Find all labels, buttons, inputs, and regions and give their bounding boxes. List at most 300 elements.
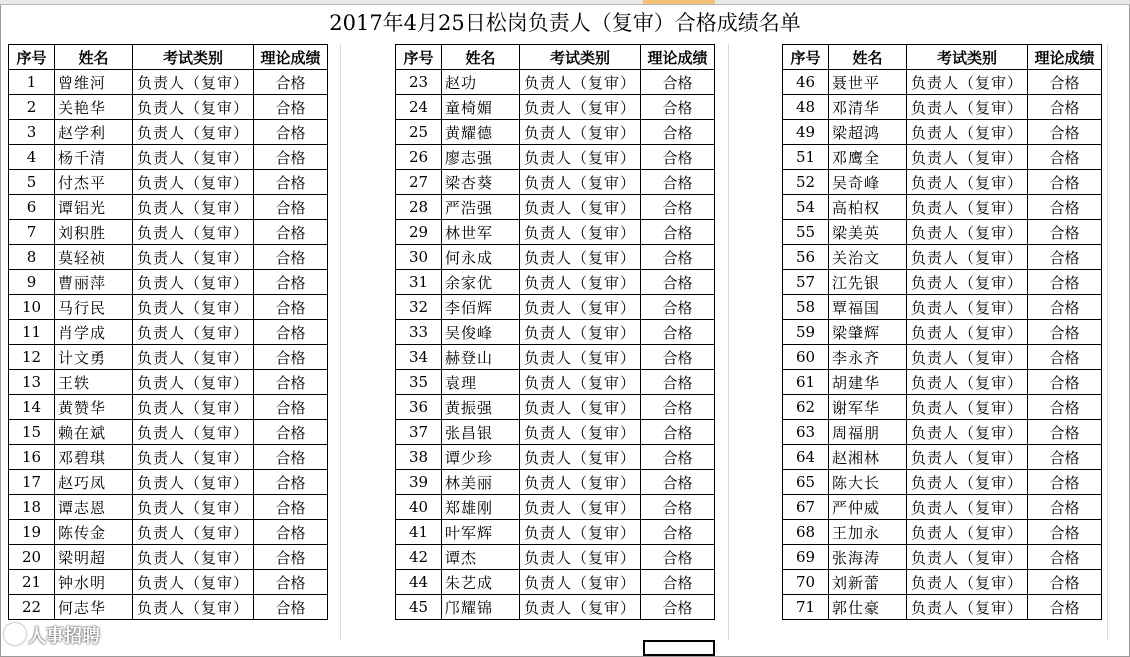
cell-seq[interactable]: 40 (396, 495, 442, 520)
cell-seq[interactable]: 70 (783, 570, 829, 595)
cell-seq[interactable]: 19 (9, 520, 55, 545)
cell-seq[interactable]: 30 (396, 245, 442, 270)
cell-category[interactable]: 负责人（复审） (520, 395, 641, 420)
cell-category[interactable]: 负责人（复审） (907, 245, 1028, 270)
cell-seq[interactable]: 48 (783, 95, 829, 120)
cell-category[interactable]: 负责人（复审） (907, 495, 1028, 520)
selected-column-header[interactable] (643, 0, 715, 4)
cell-category[interactable]: 负责人（复审） (133, 520, 254, 545)
cell-category[interactable]: 负责人（复审） (520, 445, 641, 470)
cell-result[interactable]: 合格 (254, 395, 328, 420)
table-row (396, 345, 715, 370)
cell-name[interactable]: 梁超鸿 (829, 120, 907, 145)
cell-result[interactable]: 合格 (254, 595, 328, 620)
cell-name[interactable]: 赵巧凤 (55, 470, 133, 495)
cell-result[interactable]: 合格 (1028, 370, 1102, 395)
cell-name[interactable]: 何志华 (55, 595, 133, 620)
cell-seq[interactable]: 20 (9, 545, 55, 570)
cell-seq[interactable]: 22 (9, 595, 55, 620)
table-row (396, 545, 715, 570)
cell-name[interactable]: 李永齐 (829, 345, 907, 370)
header-name[interactable]: 姓名 (829, 45, 907, 70)
cell-result[interactable]: 合格 (1028, 195, 1102, 220)
header-category[interactable]: 考试类别 (133, 45, 254, 70)
cell-category[interactable]: 负责人（复审） (520, 370, 641, 395)
cell-seq[interactable]: 35 (396, 370, 442, 395)
cell-seq[interactable]: 18 (9, 495, 55, 520)
cell-category[interactable]: 负责人（复审） (907, 145, 1028, 170)
cell-category[interactable]: 负责人（复审） (520, 570, 641, 595)
cell-seq[interactable]: 1 (9, 70, 55, 95)
cell-result[interactable]: 合格 (641, 70, 715, 95)
cell-result[interactable]: 合格 (1028, 95, 1102, 120)
cell-category[interactable]: 负责人（复审） (520, 470, 641, 495)
cell-result[interactable]: 合格 (641, 445, 715, 470)
cell-result[interactable]: 合格 (641, 120, 715, 145)
cell-name[interactable]: 关艳华 (55, 95, 133, 120)
cell-name[interactable]: 严浩强 (442, 195, 520, 220)
cell-result[interactable]: 合格 (1028, 570, 1102, 595)
cell-category[interactable]: 负责人（复审） (133, 470, 254, 495)
cell-category[interactable]: 负责人（复审） (907, 545, 1028, 570)
cell-name[interactable]: 梁美英 (829, 220, 907, 245)
cell-seq[interactable]: 54 (783, 195, 829, 220)
cell-seq[interactable]: 16 (9, 445, 55, 470)
cell-category[interactable]: 负责人（复审） (133, 370, 254, 395)
cell-category[interactable]: 负责人（复审） (520, 270, 641, 295)
cell-category[interactable]: 负责人（复审） (520, 320, 641, 345)
cell-name[interactable]: 邝耀锦 (442, 595, 520, 620)
cell-seq[interactable]: 61 (783, 370, 829, 395)
cell-seq[interactable]: 55 (783, 220, 829, 245)
cell-category[interactable]: 负责人（复审） (907, 120, 1028, 145)
cell-seq[interactable]: 63 (783, 420, 829, 445)
cell-seq[interactable]: 37 (396, 420, 442, 445)
cell-seq[interactable]: 49 (783, 120, 829, 145)
cell-category[interactable]: 负责人（复审） (907, 445, 1028, 470)
cell-result[interactable]: 合格 (1028, 120, 1102, 145)
cell-result[interactable]: 合格 (1028, 395, 1102, 420)
cell-category[interactable]: 负责人（复审） (907, 220, 1028, 245)
cell-category[interactable]: 负责人（复审） (520, 170, 641, 195)
gridline (340, 44, 341, 640)
cell-category[interactable]: 负责人（复审） (907, 520, 1028, 545)
active-cell-cursor[interactable] (643, 640, 715, 656)
cell-name[interactable]: 赵学利 (55, 120, 133, 145)
table-row (9, 220, 328, 245)
cell-seq[interactable]: 45 (396, 595, 442, 620)
cell-category[interactable]: 负责人（复审） (907, 295, 1028, 320)
cell-seq[interactable]: 58 (783, 295, 829, 320)
cell-result[interactable]: 合格 (254, 70, 328, 95)
cell-category[interactable]: 负责人（复审） (907, 95, 1028, 120)
cell-name[interactable]: 赵功 (442, 70, 520, 95)
cell-result[interactable]: 合格 (254, 345, 328, 370)
cell-category[interactable]: 负责人（复审） (907, 395, 1028, 420)
cell-result[interactable]: 合格 (254, 245, 328, 270)
table-row (396, 145, 715, 170)
cell-result[interactable]: 合格 (254, 95, 328, 120)
cell-name[interactable]: 关治文 (829, 245, 907, 270)
cell-name[interactable]: 付杰平 (55, 170, 133, 195)
cell-seq[interactable]: 38 (396, 445, 442, 470)
cell-name[interactable]: 何永成 (442, 245, 520, 270)
cell-seq[interactable]: 34 (396, 345, 442, 370)
cell-result[interactable]: 合格 (254, 445, 328, 470)
cell-category[interactable]: 负责人（复审） (133, 245, 254, 270)
cell-seq[interactable]: 59 (783, 320, 829, 345)
cell-result[interactable]: 合格 (1028, 345, 1102, 370)
cell-category[interactable]: 负责人（复审） (907, 370, 1028, 395)
cell-result[interactable]: 合格 (1028, 445, 1102, 470)
cell-seq[interactable]: 5 (9, 170, 55, 195)
cell-name[interactable]: 赖在斌 (55, 420, 133, 445)
table-row (9, 120, 328, 145)
cell-result[interactable]: 合格 (641, 170, 715, 195)
cell-category[interactable]: 负责人（复审） (133, 545, 254, 570)
table-row (9, 545, 328, 570)
cell-result[interactable]: 合格 (641, 420, 715, 445)
cell-category[interactable]: 负责人（复审） (133, 120, 254, 145)
cell-seq[interactable]: 14 (9, 395, 55, 420)
cell-seq[interactable]: 33 (396, 320, 442, 345)
cell-category[interactable]: 负责人（复审） (133, 570, 254, 595)
cell-name[interactable]: 张海涛 (829, 545, 907, 570)
header-name[interactable]: 姓名 (442, 45, 520, 70)
cell-name[interactable]: 黄赞华 (55, 395, 133, 420)
cell-name[interactable]: 陈传金 (55, 520, 133, 545)
cell-name[interactable]: 王加永 (829, 520, 907, 545)
cell-seq[interactable]: 27 (396, 170, 442, 195)
cell-result[interactable]: 合格 (254, 170, 328, 195)
cell-name[interactable]: 谭杰 (442, 545, 520, 570)
cell-seq[interactable]: 7 (9, 220, 55, 245)
cell-seq[interactable]: 46 (783, 70, 829, 95)
cell-category[interactable]: 负责人（复审） (133, 395, 254, 420)
cell-name[interactable]: 林美丽 (442, 470, 520, 495)
cell-seq[interactable]: 4 (9, 145, 55, 170)
watermark (4, 622, 100, 648)
cell-seq[interactable]: 52 (783, 170, 829, 195)
cell-name[interactable]: 黄振强 (442, 395, 520, 420)
cell-result[interactable]: 合格 (254, 145, 328, 170)
cell-name[interactable]: 计文勇 (55, 345, 133, 370)
table-row (783, 495, 1102, 520)
cell-category[interactable]: 负责人（复审） (520, 345, 641, 370)
cell-name[interactable]: 谭少珍 (442, 445, 520, 470)
cell-result[interactable]: 合格 (641, 270, 715, 295)
cell-category[interactable]: 负责人（复审） (520, 545, 641, 570)
cell-name[interactable]: 黄耀德 (442, 120, 520, 145)
cell-name[interactable]: 高柏权 (829, 195, 907, 220)
cell-seq[interactable]: 15 (9, 420, 55, 445)
cell-result[interactable]: 合格 (641, 345, 715, 370)
cell-category[interactable]: 负责人（复审） (133, 295, 254, 320)
cell-category[interactable]: 负责人（复审） (520, 295, 641, 320)
cell-category[interactable]: 负责人（复审） (133, 445, 254, 470)
cell-category[interactable]: 负责人（复审） (520, 95, 641, 120)
cell-result[interactable]: 合格 (641, 220, 715, 245)
header-result[interactable]: 理论成绩 (254, 45, 328, 70)
cell-seq[interactable]: 60 (783, 345, 829, 370)
cell-result[interactable]: 合格 (641, 95, 715, 120)
cell-name[interactable]: 赵湘林 (829, 445, 907, 470)
cell-seq[interactable]: 65 (783, 470, 829, 495)
cell-name[interactable]: 陈大长 (829, 470, 907, 495)
cell-result[interactable]: 合格 (1028, 520, 1102, 545)
cell-name[interactable]: 聂世平 (829, 70, 907, 95)
cell-name[interactable]: 吴奇峰 (829, 170, 907, 195)
cell-seq[interactable]: 42 (396, 545, 442, 570)
cell-category[interactable]: 负责人（复审） (133, 595, 254, 620)
cell-seq[interactable]: 31 (396, 270, 442, 295)
cell-result[interactable]: 合格 (254, 295, 328, 320)
cell-seq[interactable]: 8 (9, 245, 55, 270)
table-row (396, 195, 715, 220)
cell-result[interactable]: 合格 (254, 570, 328, 595)
cell-result[interactable]: 合格 (641, 320, 715, 345)
cell-seq[interactable]: 25 (396, 120, 442, 145)
table-header-row (396, 45, 715, 70)
cell-name[interactable]: 刘积胜 (55, 220, 133, 245)
cell-name[interactable]: 袁理 (442, 370, 520, 395)
cell-category[interactable]: 负责人（复审） (907, 570, 1028, 595)
cell-result[interactable]: 合格 (641, 195, 715, 220)
cell-result[interactable]: 合格 (641, 295, 715, 320)
cell-seq[interactable]: 23 (396, 70, 442, 95)
table-header-row (783, 45, 1102, 70)
table-row (396, 295, 715, 320)
cell-seq[interactable]: 12 (9, 345, 55, 370)
cell-seq[interactable]: 36 (396, 395, 442, 420)
cell-category[interactable]: 负责人（复审） (133, 420, 254, 445)
cell-seq[interactable]: 11 (9, 320, 55, 345)
cell-name[interactable]: 谭铝光 (55, 195, 133, 220)
cell-name[interactable]: 张昌银 (442, 420, 520, 445)
cell-name[interactable]: 李佰辉 (442, 295, 520, 320)
cell-name[interactable]: 谢军华 (829, 395, 907, 420)
cell-result[interactable]: 合格 (254, 470, 328, 495)
cell-name[interactable]: 覃福国 (829, 295, 907, 320)
table-row (9, 570, 328, 595)
cell-seq[interactable]: 64 (783, 445, 829, 470)
cell-result[interactable]: 合格 (641, 245, 715, 270)
cell-result[interactable]: 合格 (1028, 220, 1102, 245)
cell-seq[interactable]: 32 (396, 295, 442, 320)
header-name[interactable]: 姓名 (55, 45, 133, 70)
cell-name[interactable]: 谭志恩 (55, 495, 133, 520)
cell-category[interactable]: 负责人（复审） (520, 420, 641, 445)
header-category[interactable]: 考试类别 (520, 45, 641, 70)
header-seq[interactable]: 序号 (783, 45, 829, 70)
cell-result[interactable]: 合格 (254, 520, 328, 545)
cell-name[interactable]: 梁杏葵 (442, 170, 520, 195)
header-result[interactable]: 理论成绩 (1028, 45, 1102, 70)
cell-name[interactable]: 钟水明 (55, 570, 133, 595)
cell-category[interactable]: 负责人（复审） (520, 70, 641, 95)
cell-name[interactable]: 王轶 (55, 370, 133, 395)
cell-seq[interactable]: 6 (9, 195, 55, 220)
cell-name[interactable]: 吴俊峰 (442, 320, 520, 345)
cell-category[interactable]: 负责人（复审） (520, 595, 641, 620)
cell-category[interactable]: 负责人（复审） (520, 195, 641, 220)
cell-category[interactable]: 负责人（复审） (907, 70, 1028, 95)
cell-seq[interactable]: 17 (9, 470, 55, 495)
table-row (783, 70, 1102, 95)
cell-name[interactable]: 郭仕豪 (829, 595, 907, 620)
cell-result[interactable]: 合格 (1028, 245, 1102, 270)
cell-category[interactable]: 负责人（复审） (133, 170, 254, 195)
cell-name[interactable]: 朱艺成 (442, 570, 520, 595)
cell-result[interactable]: 合格 (254, 320, 328, 345)
cell-category[interactable]: 负责人（复审） (133, 195, 254, 220)
cell-name[interactable]: 杨千清 (55, 145, 133, 170)
cell-name[interactable]: 肖学成 (55, 320, 133, 345)
cell-name[interactable]: 廖志强 (442, 145, 520, 170)
cell-result[interactable]: 合格 (254, 420, 328, 445)
cell-result[interactable]: 合格 (641, 370, 715, 395)
cell-result[interactable]: 合格 (1028, 145, 1102, 170)
cell-result[interactable]: 合格 (641, 545, 715, 570)
cell-result[interactable]: 合格 (1028, 470, 1102, 495)
table-row (396, 470, 715, 495)
cell-seq[interactable]: 26 (396, 145, 442, 170)
cell-seq[interactable]: 56 (783, 245, 829, 270)
cell-name[interactable]: 童椅媚 (442, 95, 520, 120)
cell-result[interactable]: 合格 (254, 220, 328, 245)
table-row (396, 70, 715, 95)
cell-result[interactable]: 合格 (641, 145, 715, 170)
cell-seq[interactable]: 28 (396, 195, 442, 220)
header-category[interactable]: 考试类别 (907, 45, 1028, 70)
page-title: 2017年4月25日松岗负责人（复审）合格成绩名单 (329, 11, 801, 35)
cell-name[interactable]: 马行民 (55, 295, 133, 320)
table-row (396, 445, 715, 470)
cell-result[interactable]: 合格 (1028, 545, 1102, 570)
cell-result[interactable]: 合格 (254, 270, 328, 295)
cell-seq[interactable]: 57 (783, 270, 829, 295)
cell-seq[interactable]: 39 (396, 470, 442, 495)
cell-seq[interactable]: 71 (783, 595, 829, 620)
cell-seq[interactable]: 13 (9, 370, 55, 395)
cell-name[interactable]: 刘新蕾 (829, 570, 907, 595)
cell-result[interactable]: 合格 (1028, 170, 1102, 195)
cell-category[interactable]: 负责人（复审） (133, 220, 254, 245)
cell-seq[interactable]: 3 (9, 120, 55, 145)
cell-category[interactable]: 负责人（复审） (907, 195, 1028, 220)
cell-seq[interactable]: 44 (396, 570, 442, 595)
cell-category[interactable]: 负责人（复审） (133, 70, 254, 95)
cell-result[interactable]: 合格 (641, 395, 715, 420)
cell-seq[interactable]: 68 (783, 520, 829, 545)
cell-result[interactable]: 合格 (1028, 320, 1102, 345)
cell-name[interactable]: 严仲威 (829, 495, 907, 520)
header-seq[interactable]: 序号 (9, 45, 55, 70)
cell-name[interactable]: 胡建华 (829, 370, 907, 395)
cell-result[interactable]: 合格 (1028, 295, 1102, 320)
header-result[interactable]: 理论成绩 (641, 45, 715, 70)
cell-name[interactable]: 莫轻祯 (55, 245, 133, 270)
cell-seq[interactable]: 69 (783, 545, 829, 570)
cell-name[interactable]: 郑雄刚 (442, 495, 520, 520)
cell-category[interactable]: 负责人（复审） (133, 320, 254, 345)
cell-category[interactable]: 负责人（复审） (907, 595, 1028, 620)
cell-result[interactable]: 合格 (1028, 70, 1102, 95)
cell-category[interactable]: 负责人（复审） (907, 270, 1028, 295)
cell-category[interactable]: 负责人（复审） (133, 95, 254, 120)
cell-result[interactable]: 合格 (254, 545, 328, 570)
cell-category[interactable]: 负责人（复审） (520, 120, 641, 145)
cell-result[interactable]: 合格 (254, 370, 328, 395)
cell-name[interactable]: 曾维河 (55, 70, 133, 95)
cell-name[interactable]: 梁肇辉 (829, 320, 907, 345)
cell-seq[interactable]: 21 (9, 570, 55, 595)
cell-result[interactable]: 合格 (641, 570, 715, 595)
cell-result[interactable]: 合格 (1028, 420, 1102, 445)
cell-category[interactable]: 负责人（复审） (520, 520, 641, 545)
cell-name[interactable]: 梁明超 (55, 545, 133, 570)
cell-name[interactable]: 叶军辉 (442, 520, 520, 545)
cell-result[interactable]: 合格 (641, 520, 715, 545)
cell-category[interactable]: 负责人（复审） (133, 270, 254, 295)
table-row (9, 520, 328, 545)
cell-name[interactable]: 邓鹰全 (829, 145, 907, 170)
cell-result[interactable]: 合格 (254, 495, 328, 520)
cell-name[interactable]: 江先银 (829, 270, 907, 295)
cell-seq[interactable]: 67 (783, 495, 829, 520)
cell-name[interactable]: 林世军 (442, 220, 520, 245)
table-row (9, 595, 328, 620)
cell-name[interactable]: 邓清华 (829, 95, 907, 120)
table-row (396, 245, 715, 270)
cell-name[interactable]: 余家优 (442, 270, 520, 295)
cell-seq[interactable]: 2 (9, 95, 55, 120)
cell-result[interactable]: 合格 (641, 495, 715, 520)
cell-category[interactable]: 负责人（复审） (133, 145, 254, 170)
cell-category[interactable]: 负责人（复审） (907, 320, 1028, 345)
cell-result[interactable]: 合格 (1028, 270, 1102, 295)
cell-seq[interactable]: 29 (396, 220, 442, 245)
cell-category[interactable]: 负责人（复审） (907, 420, 1028, 445)
cell-result[interactable]: 合格 (254, 195, 328, 220)
cell-seq[interactable]: 9 (9, 270, 55, 295)
cell-name[interactable]: 赫登山 (442, 345, 520, 370)
cell-result[interactable]: 合格 (1028, 495, 1102, 520)
cell-seq[interactable]: 41 (396, 520, 442, 545)
cell-seq[interactable]: 10 (9, 295, 55, 320)
cell-category[interactable]: 负责人（复审） (520, 220, 641, 245)
cell-name[interactable]: 邓碧琪 (55, 445, 133, 470)
cell-result[interactable]: 合格 (254, 120, 328, 145)
cell-seq[interactable]: 51 (783, 145, 829, 170)
cell-category[interactable]: 负责人（复审） (133, 345, 254, 370)
cell-category[interactable]: 负责人（复审） (133, 495, 254, 520)
cell-category[interactable]: 负责人（复审） (907, 470, 1028, 495)
header-seq[interactable]: 序号 (396, 45, 442, 70)
cell-category[interactable]: 负责人（复审） (520, 495, 641, 520)
cell-name[interactable]: 周福朋 (829, 420, 907, 445)
cell-result[interactable]: 合格 (641, 470, 715, 495)
cell-category[interactable]: 负责人（复审） (520, 145, 641, 170)
cell-seq[interactable]: 24 (396, 95, 442, 120)
cell-category[interactable]: 负责人（复审） (907, 170, 1028, 195)
cell-name[interactable]: 曹丽萍 (55, 270, 133, 295)
cell-category[interactable]: 负责人（复审） (907, 345, 1028, 370)
cell-result[interactable]: 合格 (641, 595, 715, 620)
cell-category[interactable]: 负责人（复审） (520, 245, 641, 270)
cell-result[interactable]: 合格 (1028, 595, 1102, 620)
cell-seq[interactable]: 62 (783, 395, 829, 420)
